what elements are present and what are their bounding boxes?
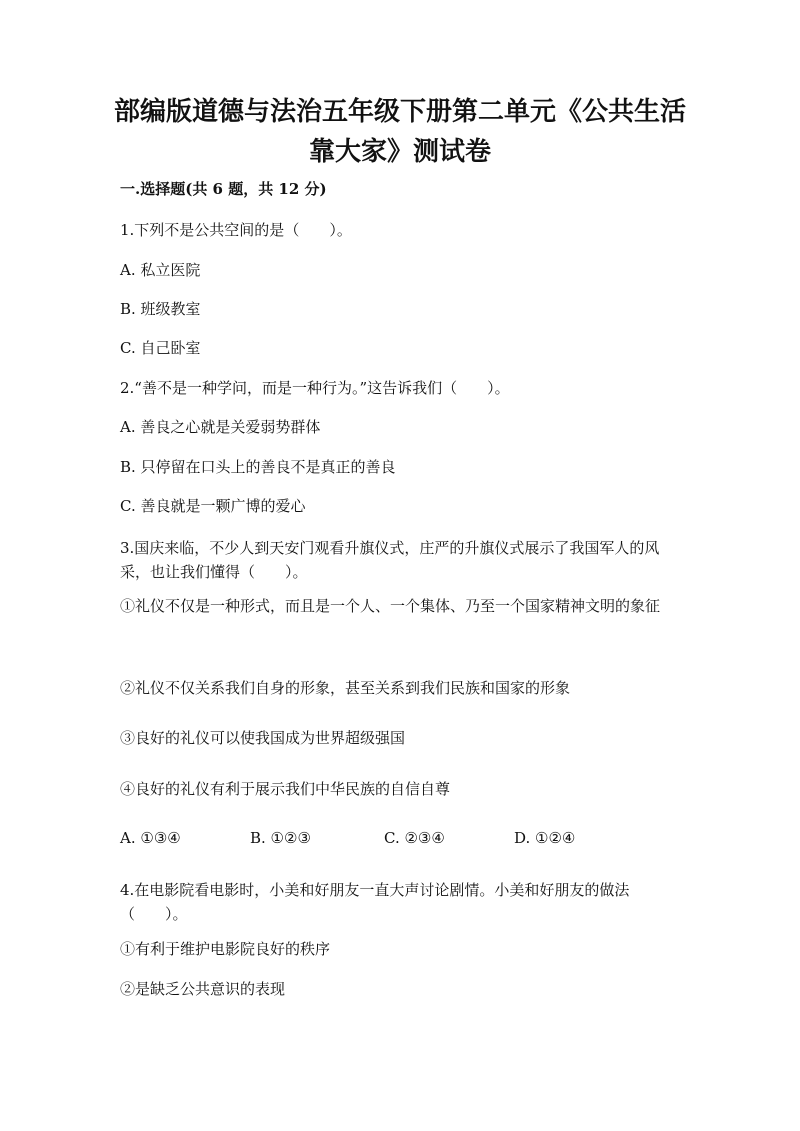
question-3-statement-1: ①礼仪不仅是一种形式，而且是一个人、一个集体、乃至一个国家精神文明的象征 — [120, 597, 661, 615]
question-3-option-c: C. ②③④ — [384, 829, 445, 847]
question-1-stem: 1.下列不是公共空间的是（ ）。 — [120, 221, 352, 239]
question-4-stem: 4.在电影院看电影时，小美和好朋友一直大声讨论剧情。小美和好朋友的做法（ ）。 — [120, 881, 630, 923]
document-title — [0, 92, 800, 172]
question-2-option-b: B. 只停留在口头上的善良不是真正的善良 — [120, 458, 396, 476]
question-3-option-d: D. ①②④ — [514, 829, 576, 847]
question-1-option-c: C. 自己卧室 — [120, 339, 201, 357]
section-heading: 一.选择题(共 6 题，共 12 分) — [120, 180, 327, 198]
title-line-2: 靠大家》测试卷 — [308, 137, 491, 167]
question-3-stem: 3.国庆来临，不少人到天安门观看升旗仪式，庄严的升旗仪式展示了我国军人的风采，也让我们懂得（ ）。 — [120, 539, 660, 581]
title-line-1: 部编版道德与法治五年级下册第二单元《公共生活 — [113, 97, 686, 127]
question-1-option-b: B. 班级教室 — [120, 300, 201, 318]
question-2-option-a: A. 善良之心就是关爱弱势群体 — [120, 418, 321, 436]
question-3-options — [120, 829, 680, 849]
question-2-stem: 2.“善不是一种学问，而是一种行为。”这告诉我们（ ）。 — [120, 379, 510, 397]
question-3-option-b: B. ①②③ — [250, 829, 311, 847]
question-3-statement-3: ③良好的礼仪可以使我国成为世界超级强国 — [120, 729, 406, 747]
question-4-statement-1: ①有利于维护电影院良好的秩序 — [120, 940, 331, 958]
question-4-statement-2: ②是缺乏公共意识的表现 — [120, 980, 286, 998]
question-3-option-a: A. ①③④ — [120, 829, 181, 847]
question-2-option-c: C. 善良就是一颗广博的爱心 — [120, 497, 306, 515]
question-3-statement-2: ②礼仪不仅关系我们自身的形象，甚至关系到我们民族和国家的形象 — [120, 679, 571, 697]
question-3-statement-4: ④良好的礼仪有利于展示我们中华民族的自信自尊 — [120, 780, 451, 798]
question-1-option-a: A. 私立医院 — [120, 261, 201, 279]
